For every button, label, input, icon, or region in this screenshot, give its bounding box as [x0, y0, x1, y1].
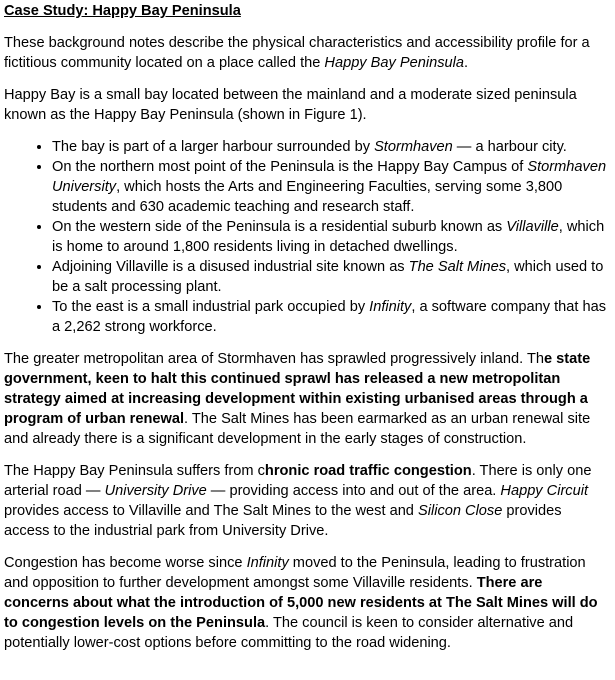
intro-text-end: . [463, 55, 469, 71]
list-item: • On the northern most point of the Peninsula is the Happy Bay Campus of Stormhaven University, which hosts the Arts and Engineering Faculties, serving some 3,800 students and 630 academic teaching and research staff. [52, 157, 609, 217]
document-title: Case Study: Happy Bay Peninsula [4, 3, 241, 19]
intro-place-name: Happy Bay Peninsula [324, 55, 464, 71]
location-paragraph: Happy Bay is a small bay located between the mainland and a moderate sized peninsula known as the Happy Bay Peninsula (shown in Figure 1). [4, 87, 577, 123]
strategy-highlight: e state government, keen to halt this continued sprawl has released a new metropolitan strategy aimed at increasing development within existing urbanised areas through a program of urban renewal [4, 351, 591, 427]
road-name: Happy Circuit [500, 483, 589, 499]
congestion-highlight: hronic road traffic congestion [264, 463, 472, 479]
intro-paragraph [4, 33, 609, 73]
road-name: Silicon Close [417, 503, 503, 519]
list-item: • To the east is a small industrial park occupied by Infinity, a software company that has a 2,262 strong workforce. [52, 297, 609, 337]
list-item: • On the western side of the Peninsula is a residential suburb known as Villaville, which is home to around 1,800 residents living in detached dwellings. [52, 217, 609, 257]
sprawl-paragraph: The greater metropolitan area of Stormhaven has sprawled progressively inland. The state government, keen to halt this continued sprawl has released a new metropolitan strategy aimed at increasing development within existing urbanised areas through a program of urban renewal. The Salt Mines has been earmarked as an urban renewal site and already there is a significant development in the early stages of construction. [4, 351, 591, 447]
road-name: University Drive [104, 483, 207, 499]
list-item: • The bay is part of a larger harbour surrounded by Stormhaven — a harbour city. [52, 137, 609, 157]
concerns-paragraph: Congestion has become worse since Infinity moved to the Peninsula, leading to frustration and opposition to further development amongst some Villaville residents. There are concerns about what the introduction of 5,000 new residents at The Salt Mines will do to congestion levels on the Peninsula. The council is keen to consider alternative and potentially lower-cost options before committing to the road widening. [4, 555, 598, 651]
list-item: • Adjoining Villaville is a disused industrial site known as The Salt Mines, which used to be a salt processing plant. [52, 257, 609, 297]
feature-list [4, 137, 609, 337]
concerns-highlight: There are concerns about what the introduction of 5,000 new residents at The Salt Mines will do to congestion levels on the Peninsula [4, 575, 598, 631]
congestion-paragraph: The Happy Bay Peninsula suffers from chronic road traffic congestion. There is only one arterial road — University Drive — providing access into and out of the area. Happy Circuit provides access to Villaville and The Salt Mines to the west and Silicon Close provides access to the industrial park from University Drive. [4, 463, 592, 539]
intro-text: These background notes describe the physical characteristics and accessibility profile for a fictitious community located on a place called the [4, 35, 590, 71]
